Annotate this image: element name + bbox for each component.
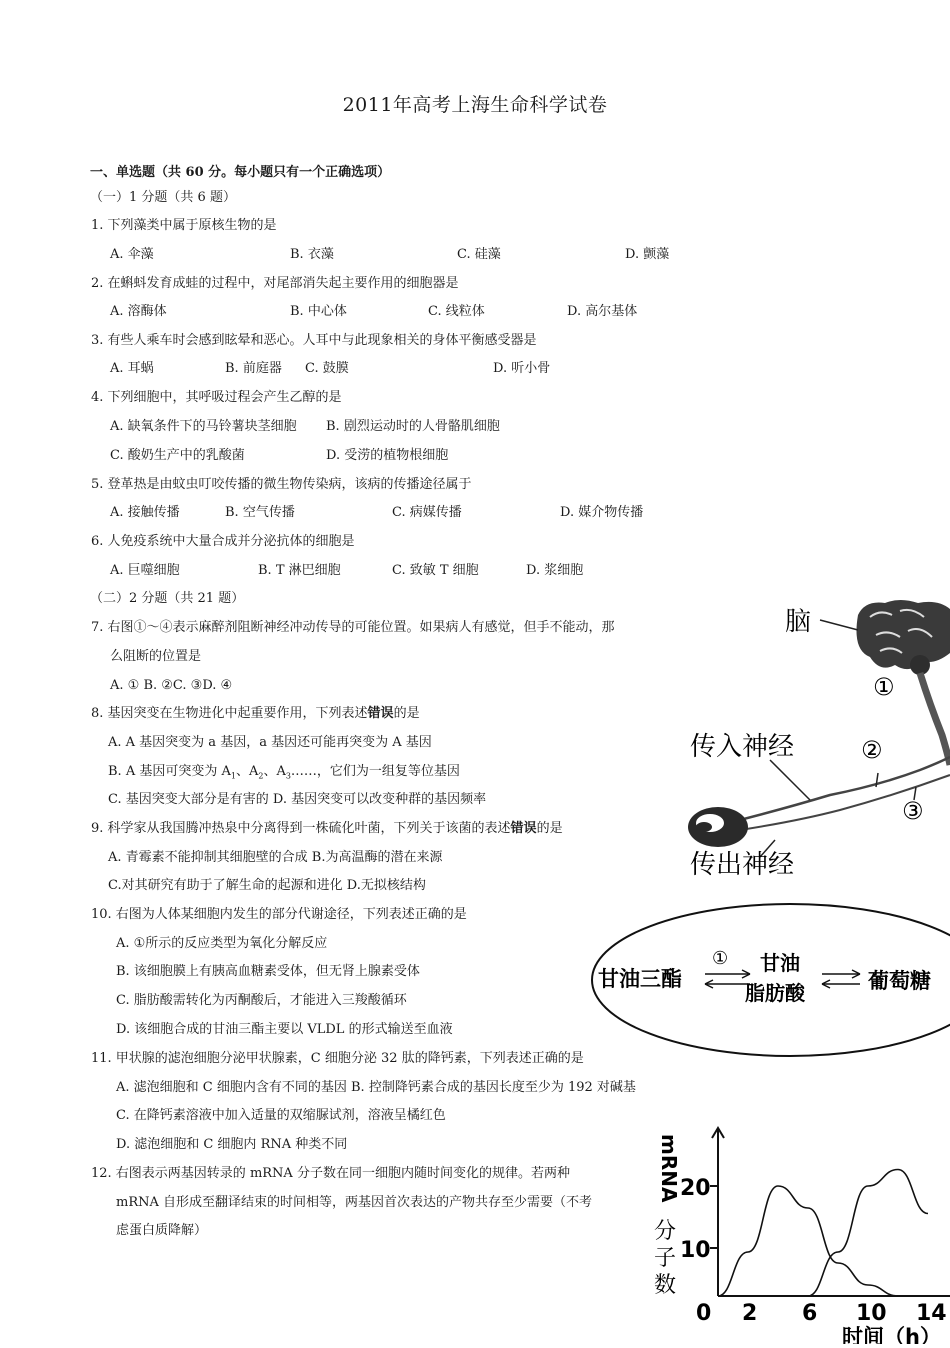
question-4: 4. 下列细胞中，其呼吸过程会产生乙醇的是 [91,390,342,406]
label-afferent-nerve: 传入神经 [690,732,794,762]
x-axis-label: 时间（h） [842,1325,941,1344]
question-6: 6. 人免疫系统中大量合成并分泌抗体的细胞是 [91,534,355,550]
q6-option-a: A. 巨噬细胞 [110,563,180,579]
q3-option-d: D. 听小骨 [493,361,550,377]
label-fatty-acid: 脂肪酸 [745,981,806,1005]
q10-option-d: D. 该细胞合成的甘油三酯主要以 VLDL 的形式输送至血液 [116,1022,453,1038]
mrna-chart [650,1120,950,1344]
q11-option-d: D. 滤泡细胞和 C 细胞内 RNA 种类不同 [116,1137,347,1153]
series-1-line [718,1186,898,1296]
q11-option-c: C. 在降钙素溶液中加入适量的双缩脲试剂，溶液呈橘红色 [116,1108,446,1124]
label-triglyceride: 甘油三酯 [598,967,682,991]
y-tick-10: 10 [680,1238,711,1263]
x-tick-label: 14 [916,1301,947,1326]
q7-options: A. ① B. ②C. ③D. ④ [110,678,232,694]
marker-3: ③ [902,797,924,825]
label-brain: 脑 [785,607,811,637]
marker-2: ② [861,736,883,764]
q6-option-b: B. T 淋巴细胞 [258,563,341,579]
q10-option-c: C. 脂肪酸需转化为丙酮酸后，才能进入三羧酸循环 [116,993,407,1009]
part-heading-1: （一）1 分题（共 6 题） [90,190,236,206]
question-12-cont2: 虑蛋白质降解） [116,1223,207,1239]
q5-option-c: C. 病媒传播 [392,505,462,521]
q11-options-ab: A. 滤泡细胞和 C 细胞内含有不同的基因 B. 控制降钙素合成的基因长度至少为 192 对碱基 [116,1080,636,1096]
question-5: 5. 登革热是由蚊虫叮咬传播的微生物传染病，该病的传播途径属于 [91,477,472,493]
q1-option-c: C. 硅藻 [457,247,501,263]
q4-option-a: A. 缺氧条件下的马铃薯块茎细胞 [110,419,297,435]
q4-option-d: D. 受涝的植物根细胞 [326,448,448,464]
q9-options-cd: C.对其研究有助于了解生命的起源和进化 D.无拟核结构 [108,878,426,894]
q2-option-a: A. 溶酶体 [110,304,167,320]
q3-option-b: B. 前庭器 [225,361,282,377]
y-axis-label-mrna: mRNA [657,1134,681,1203]
x-tick-label: 10 [856,1301,887,1326]
question-7: 7. 右图①～④表示麻醉剂阻断神经冲动传导的可能位置。如果病人有感觉，但手不能动，那 [91,620,615,636]
question-12: 12. 右图表示两基因转录的 mRNA 分子数在同一细胞内随时间变化的规律。若两种 [91,1166,570,1182]
q1-option-a: A. 伞藻 [110,247,154,263]
q5-option-d: D. 媒介物传播 [560,505,643,521]
q4-option-b: B. 剧烈运动时的人骨骼肌细胞 [326,419,500,435]
question-2: 2. 在蝌蚪发育成蛙的过程中，对尾部消失起主要作用的细胞器是 [91,276,459,292]
q2-option-d: D. 高尔基体 [567,304,637,320]
brain-illustration [857,600,950,675]
question-1: 1. 下列藻类中属于原核生物的是 [91,218,277,234]
x-tick-label: 6 [802,1301,817,1326]
q8-option-b: B. A 基因可突变为 $A_1$、$A_2$、$A_3\dots\dots$，它们为一组复等位基因 [108,764,460,785]
y-axis-label-char-2: 子 [654,1246,676,1271]
q10-option-b: B. 该细胞膜上有胰高血糖素受体，但无肾上腺素受体 [116,964,420,980]
series-2-line [808,1170,928,1297]
question-7-cont: 么阻断的位置是 [110,649,201,665]
q9-options-ab: A. 青霉素不能抑制其细胞壁的合成 B.为高温酶的潜在来源 [108,850,442,866]
q8-options-cd: C. 基因突变大部分是有害的 D. 基因突变可以改变种群的基因频率 [108,792,486,808]
q5-option-a: A. 接触传播 [110,505,180,521]
section-heading: 一、单选题（共 60 分。每小题只有一个正确选项） [90,161,390,180]
q2-option-c: C. 线粒体 [428,304,485,320]
question-10: 10. 右图为人体某细胞内发生的部分代谢途径，下列表述正确的是 [91,907,467,923]
question-3: 3. 有些人乘车时会感到眩晕和恶心。人耳中与此现象相关的身体平衡感受器是 [91,333,537,349]
q8-option-a: A. A 基因突变为 a 基因，a 基因还可能再突变为 A 基因 [108,735,432,751]
page-title: 2011年高考上海生命科学试卷 [0,90,950,117]
q6-option-d: D. 浆细胞 [526,563,583,579]
y-axis-label-char-1: 分 [654,1219,676,1244]
label-glucose: 葡萄糖 [868,969,931,993]
q3-option-a: A. 耳蜗 [110,361,154,377]
marker-1: ① [873,673,895,701]
q1-option-b: B. 衣藻 [290,247,334,263]
question-8: 8. 基因突变在生物进化中起重要作用，下列表述错误的是 [91,706,420,722]
marker-reaction-1: ① [712,948,728,969]
nerve-pathway-figure [680,595,950,885]
q6-option-c: C. 致敏 T 细胞 [392,563,479,579]
q3-option-c: C. 鼓膜 [305,361,349,377]
q5-option-b: B. 空气传播 [225,505,295,521]
hand-illustration [688,807,748,847]
question-9: 9. 科学家从我国腾冲热泉中分离得到一株硫化叶菌，下列关于该菌的表述错误的是 [91,821,563,837]
x-tick-label: 2 [742,1301,757,1326]
q4-option-c: C. 酸奶生产中的乳酸菌 [110,448,245,464]
metabolism-figure [590,900,950,1060]
question-12-cont: mRNA 自形成至翻译结束的时间相等，两基因首次表达的产物共存至少需要（不考 [116,1195,592,1211]
question-11: 11. 甲状腺的滤泡细胞分泌甲状腺素，C 细胞分泌 32 肽的降钙素，下列表述正确的是 [91,1051,584,1067]
q2-option-b: B. 中心体 [290,304,347,320]
label-efferent-nerve: 传出神经 [690,850,794,880]
label-glycerol: 甘油 [760,951,800,975]
y-axis-label-char-3: 数 [654,1273,676,1298]
part-heading-2: （二）2 分题（共 21 题） [90,591,244,607]
y-tick-20: 20 [680,1176,711,1201]
q1-option-d: D. 颤藻 [625,247,669,263]
q10-option-a: A. ①所示的反应类型为氧化分解反应 [116,936,327,952]
x-tick-label: 0 [696,1301,711,1326]
